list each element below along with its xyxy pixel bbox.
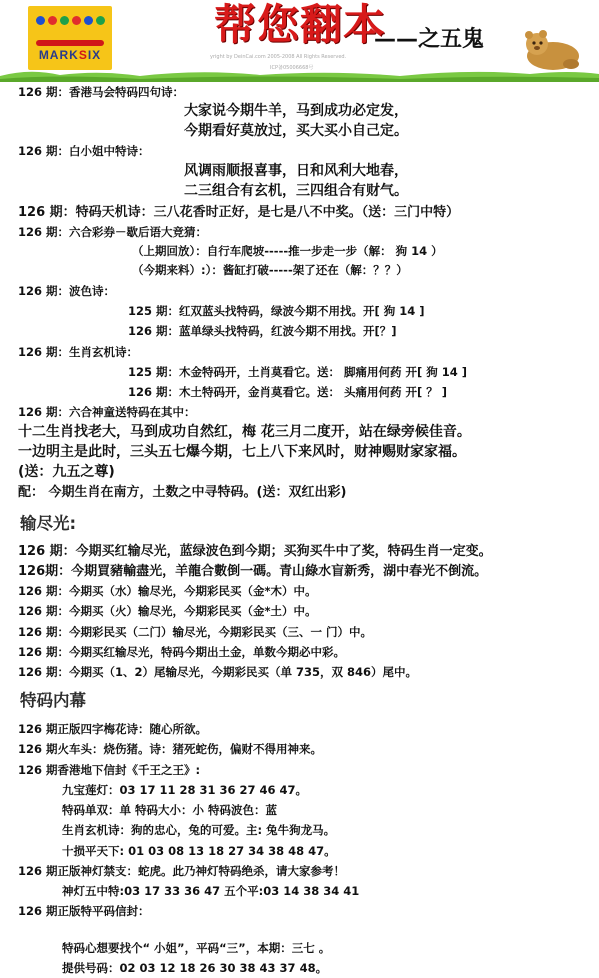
prodigy-pairing: 配： 今期生肖在南方，土数之中寻特码。(送：双红出彩)	[18, 485, 347, 500]
section-white-lady-heading: 126 期：白小姐中特诗：	[18, 144, 150, 158]
zodiac-poem-line: 126 期：木土特码开，金肖莫看它。送： 头痛用何药 开[ ？ ]	[128, 385, 448, 399]
poem-line: 风调雨顺报喜事，日和风利大地春，	[184, 163, 408, 179]
section-zodiac-poem-heading: 126 期：生肖玄机诗：	[18, 345, 139, 359]
lose-all-line: 126 期：今期买（水）输尽光，今期彩民买（金*木）中。	[18, 584, 317, 598]
marksix-logo	[28, 6, 112, 70]
section-prodigy-heading: 126 期：六合神童送特码在其中：	[18, 405, 196, 419]
riddle-previous: （上期回放）：自行车爬坡-----推一步走一步（解： 狗 14 ）	[132, 244, 443, 258]
inside-envelope-heading: 126 期香港地下信封《千王之王》:	[18, 763, 201, 777]
envelope-line: 十损平天下: 01 03 08 13 18 27 34 38 48 47。	[62, 844, 336, 858]
grass-strip	[0, 68, 599, 82]
section-wave-color-heading: 126 期：波色诗：	[18, 284, 116, 298]
lose-all-line: 126 期：今期买（火）输尽光，今期彩民买（金*土）中。	[18, 604, 317, 618]
envelope-line: 九宝莲灯：03 17 11 28 31 36 27 46 47。	[62, 783, 308, 797]
riddle-current: （今期来料）:）：酱缸打破-----架了还在（解：？？）	[132, 263, 408, 277]
prodigy-poem-line: 十二生肖找老大，马到成功自然红，梅 花三月二度开，站在绿旁候佳音。	[18, 424, 471, 440]
prodigy-gift: (送：九五之尊)	[18, 464, 115, 480]
section-sixhk-poem-heading: 126 期：香港马会特码四句诗：	[18, 85, 185, 99]
lose-all-line: 126 期：今期买（1、2）尾输尽光，今期彩民买（单 735，双 846）尾中。	[18, 665, 418, 679]
section-tianji-poem: 126 期：特码天机诗：三八花香时正好，是七是八不中奖。（送：三门中特）	[18, 205, 460, 220]
lose-all-line: 126 期：今期买红输尽光，蓝绿波色到今期；买狗买牛中了奖，特码生肖一定变。	[18, 544, 492, 559]
icp-text: ICP备05006668号	[270, 65, 314, 71]
heading-lose-all: 输尽光:	[20, 514, 77, 533]
inside-line: 126 期火车头：烧伤猪。诗：猪死蛇伤，偏财不得用神来。	[18, 742, 323, 756]
poem-line: 大家说今期牛羊，马到成功必定发，	[184, 103, 408, 119]
section-riddle-heading: 126 期：六合彩券－歇后语大竞猜：	[18, 225, 208, 239]
wave-color-line: 126 期：蓝单绿头找特码，红波今期不用找。开[？]	[128, 324, 397, 338]
envelope-line: 特码单双：单 特码大小：小 特码波色：蓝	[62, 803, 278, 817]
lose-all-line: 126期：今期買豬輸盡光，羊龍合數倒一碼。青山綠水盲新秀，湖中春光不倒流。	[18, 564, 488, 579]
flat-code-numbers: 提供号码：02 03 12 18 26 30 38 43 37 48。	[62, 961, 328, 975]
magic-lamp-line: 126 期正版神灯禁支：蛇虎。此乃神灯特码绝杀，请大家参考！	[18, 864, 346, 878]
copyright-text: yright by DeinCai.com 2005-2008 All Rights Reserved.	[210, 54, 347, 60]
flat-code-line: 特码心想要找个“ 小姐”，平码“三”，本期：三七 。	[62, 941, 331, 955]
zodiac-poem-line: 125 期：木金特码开，土肖莫看它。送： 脚痛用何药 开[ 狗 14 ]	[128, 365, 468, 379]
teddy-bear-icon	[517, 26, 587, 72]
poem-line: 今期看好莫放过，买大买小自己定。	[184, 123, 408, 139]
heading-special-code-inside: 特码内幕	[20, 691, 86, 710]
prodigy-poem-line: 一边明主是此时，三头五七爆今期，七上八下来风时，财神赐财家家福。	[18, 444, 466, 460]
lose-all-line: 126 期：今期彩民买（二门）输尽光，今期彩民买（三、一 门）中。	[18, 625, 373, 639]
banner-title: 帮您翻本	[214, 0, 387, 49]
lose-all-line: 126 期：今期买红输尽光，特码今期出土金，单数今期必中彩。	[18, 645, 346, 659]
wave-color-line: 125 期：红双蓝头找特码，绿波今期不用找。开[ 狗 14 ]	[128, 304, 425, 318]
inside-line: 126 期正版四字梅花诗：随心所欲。	[18, 722, 208, 736]
banner-subtitle: ——之五鬼	[374, 27, 485, 52]
poem-line: 二三组合有玄机，三四组合有财气。	[184, 183, 408, 199]
envelope-line: 生肖玄机诗：狗的忠心，兔的可爱。主: 兔牛狗龙马。	[62, 823, 336, 837]
header-banner	[0, 0, 599, 82]
logo-wordmark: MARKSIX	[38, 48, 102, 62]
magic-lamp-numbers: 神灯五中特:03 17 33 36 47 五个平:03 14 38 34 41	[62, 884, 360, 898]
flat-code-envelope-heading: 126 期正版特平码信封：	[18, 904, 150, 918]
